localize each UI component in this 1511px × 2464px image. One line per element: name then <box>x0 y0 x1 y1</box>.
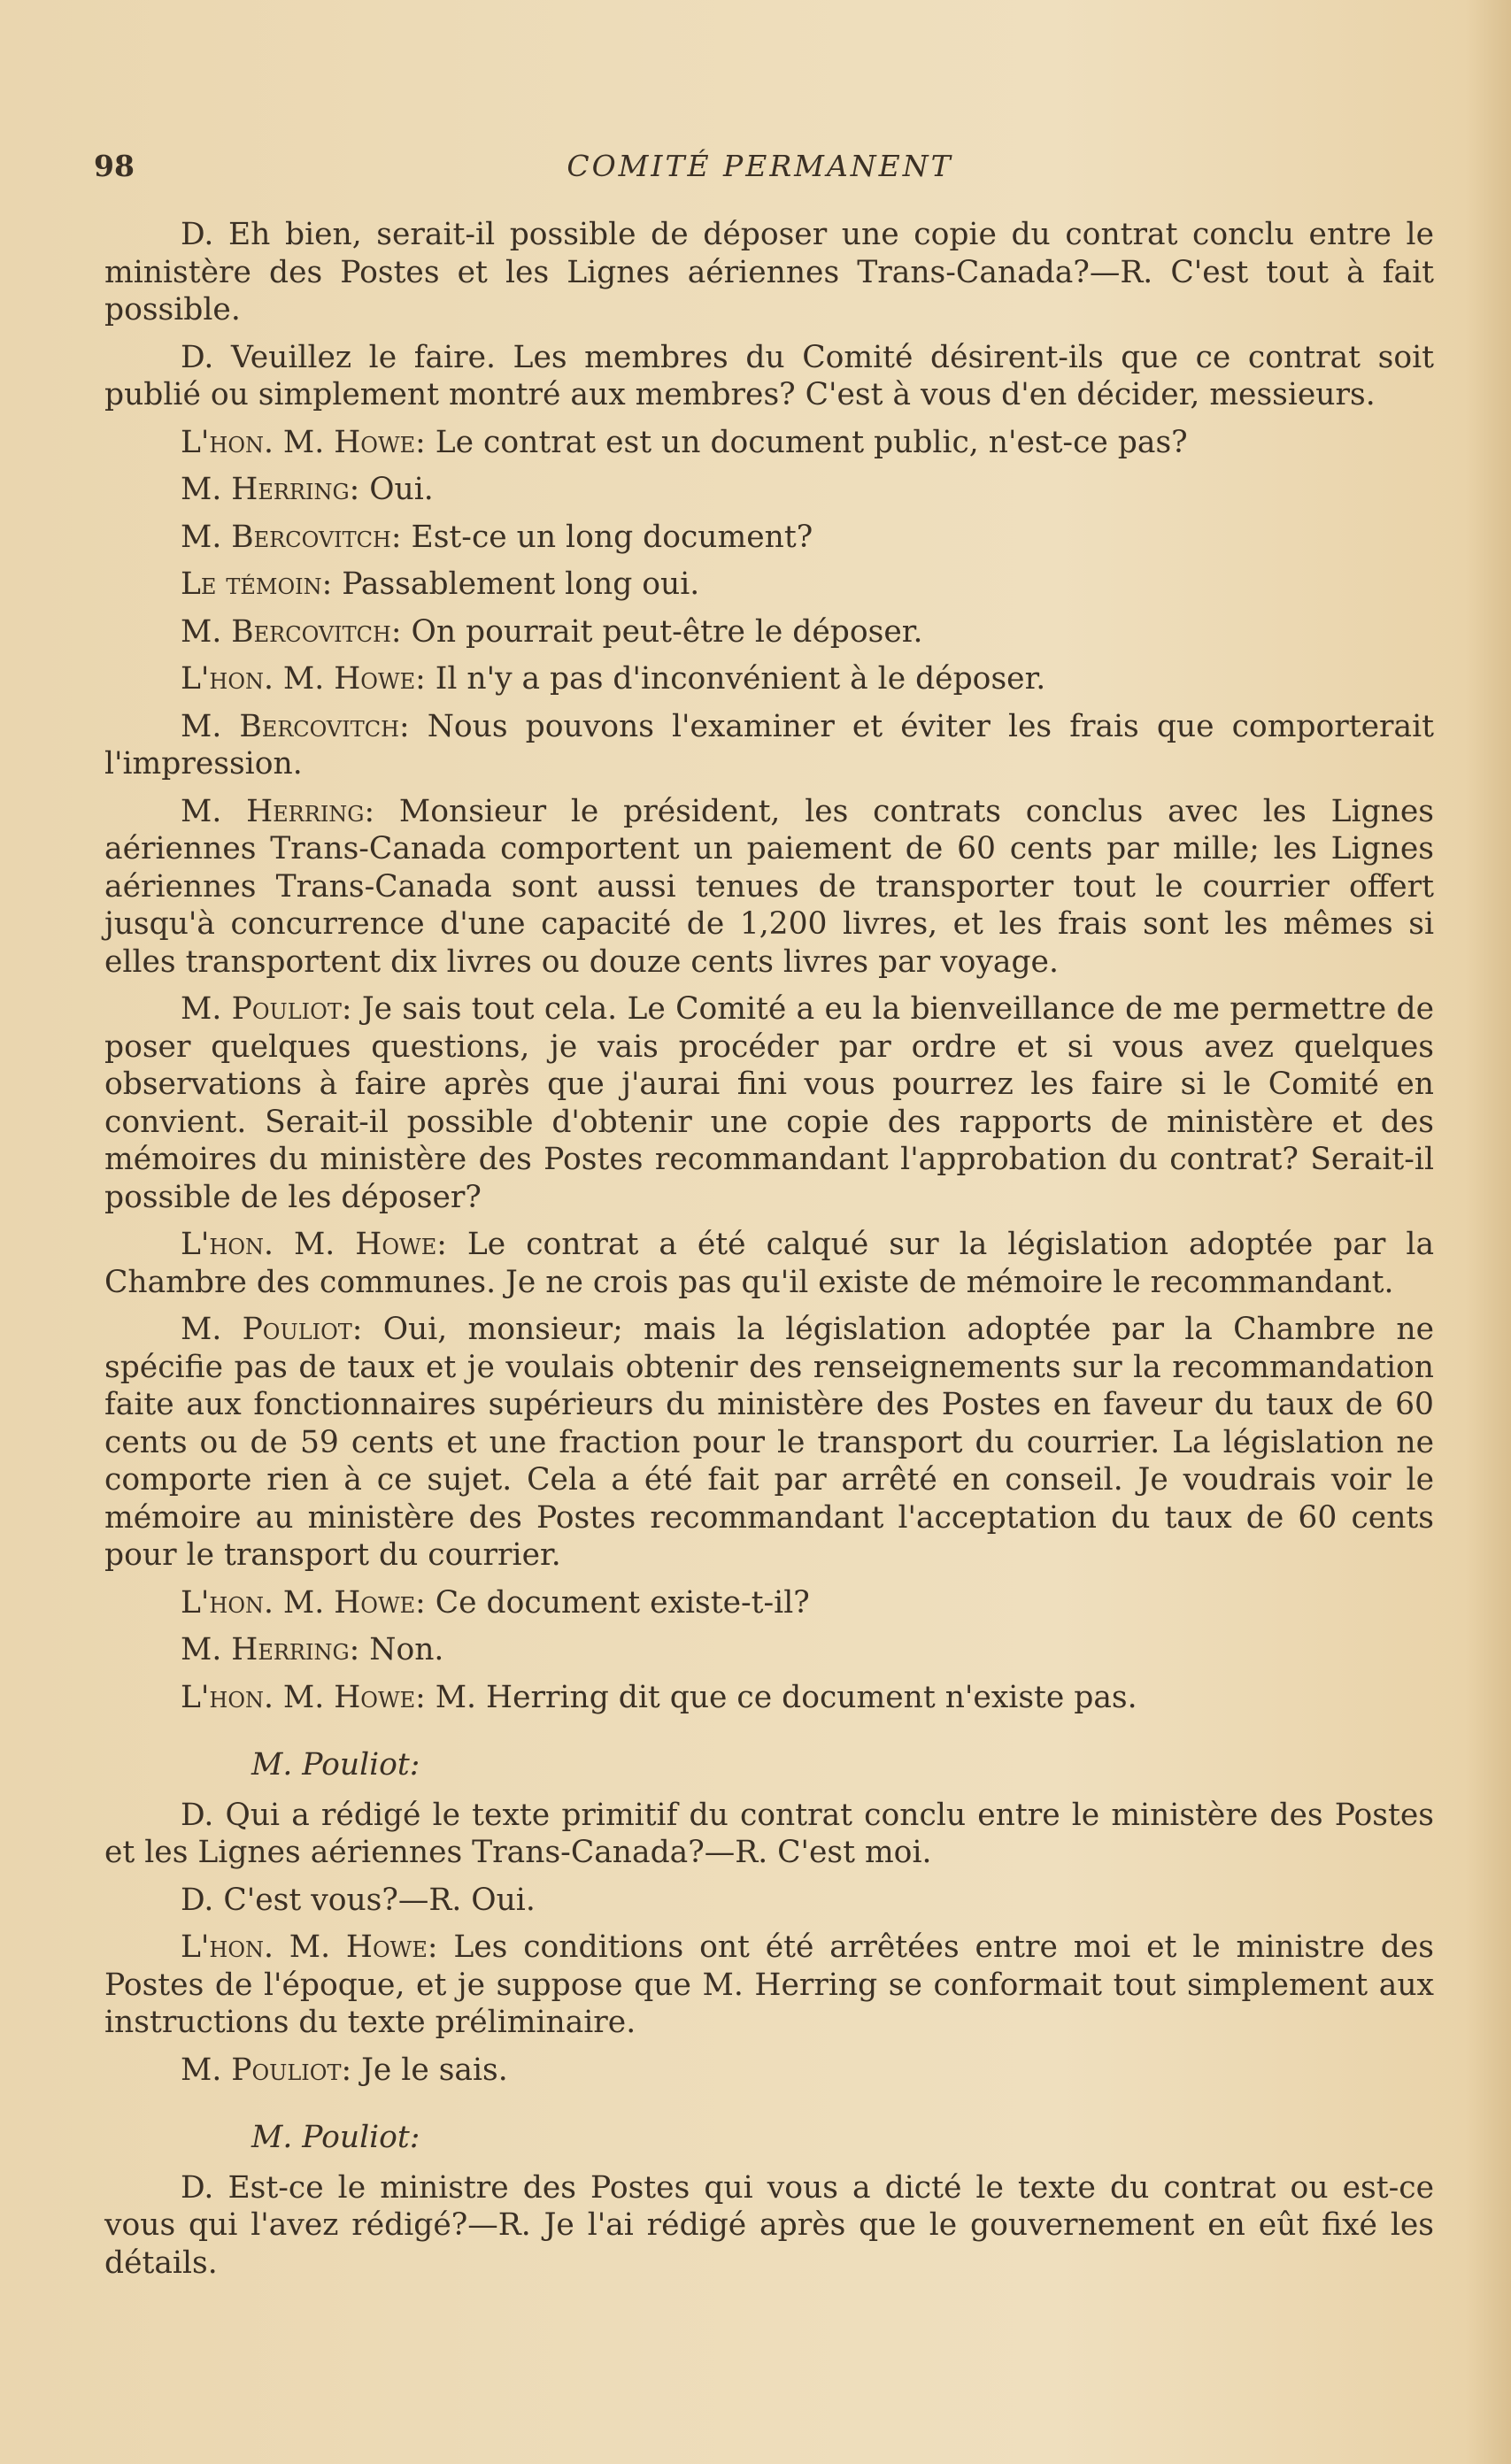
paragraph: L'hon. M. Howe: Le contrat a été calqué sur la législation adoptée par la Chambre des communes. Je ne crois pas qu'il existe de mémoire le recommandant. <box>104 1227 1435 1300</box>
speaker: L'hon. M. Howe: <box>181 1227 447 1262</box>
speaker: L'hon. M. Howe: <box>181 424 426 460</box>
speaker: L'hon. M. Howe: <box>181 1584 426 1621</box>
speaker: L'hon. M. Howe: <box>181 1679 426 1715</box>
speaker: M. Bercovitch: <box>181 708 410 744</box>
speaker: M. Herring: <box>181 1632 360 1667</box>
speaker: M. Bercovitch: <box>181 519 402 555</box>
paragraph: M. Bercovitch: Est-ce un long document? <box>181 519 813 555</box>
paragraph: D. Veuillez le faire. Les membres du Comité désirent-ils que ce contrat soit publié ou simplement montré aux membres? C'est à vous d'en décider, messieurs. <box>104 339 1434 412</box>
speaker: M. Pouliot: <box>181 2052 352 2088</box>
paragraph: M. Herring: Non. <box>181 1632 444 1667</box>
speaker: L'hon. M. Howe: <box>181 661 426 697</box>
page-number: 98 <box>94 149 135 183</box>
paragraph: M. Pouliot: Je sais tout cela. Le Comité a eu la bienveillance de me permettre de poser quelques questions, je vais procéder par ordre et si vous avez quelques observations à faire après que j'aurai fini vous pourrez les faire si le Comité en convient. Serait-il possible d'obtenir une copie des rapports de ministère et des mémoires du ministère des Postes recommandant l'approbation du contrat? Serait-il possible de les déposer? <box>104 991 1435 1215</box>
speaker: M. Herring: <box>181 793 375 829</box>
section-heading: M. Pouliot: <box>251 1747 420 1783</box>
paragraph: L'hon. M. Howe: Ce document existe-t-il? <box>181 1584 810 1621</box>
paragraph: M. Pouliot: Oui, monsieur; mais la législation adoptée par la Chambre ne spécifie pas de taux et je voulais obtenir des renseignements sur la recommandation faite aux fonctionnaires supérieurs du ministère des Postes en faveur du taux de 60 cents ou de 59 cents et une fraction pour le transport du courrier. La législation ne comporte rien à ce sujet. Cela a été fait par arrêté en conseil. Je voudrais voir le mémoire au ministère des Postes recommandant l'acceptation du taux de 60 cents pour le transport du courrier. <box>104 1312 1435 1573</box>
paragraph: D. Qui a rédigé le texte primitif du contrat conclu entre le ministère des Postes et les Lignes aériennes Trans-Canada?—R. C'est moi. <box>104 1797 1434 1870</box>
paragraph: M. Pouliot: Je le sais. <box>181 2052 508 2088</box>
speaker: L'hon. M. Howe: <box>181 1929 438 1965</box>
speaker: M. Pouliot: <box>181 991 352 1027</box>
paragraph: D. Est-ce le ministre des Postes qui vous a dicté le texte du contrat ou est-ce vous qui l'avez rédigé?—R. Je l'ai rédigé après que le gouvernement en eût fixé les détails. <box>104 2169 1434 2281</box>
running-head: COMITÉ PERMANENT <box>567 149 953 183</box>
paragraph: L'hon. M. Howe: Le contrat est un document public, n'est-ce pas? <box>181 424 1188 460</box>
section-heading: M. Pouliot: <box>251 2120 420 2155</box>
speaker: M. Herring: <box>181 472 360 507</box>
paragraph: L'hon. M. Howe: M. Herring dit que ce document n'existe pas. <box>181 1679 1137 1715</box>
paragraph: L'hon. M. Howe: Il n'y a pas d'inconvénient à le déposer. <box>181 661 1046 697</box>
speaker: M. Bercovitch: <box>181 613 402 650</box>
paragraph: Le témoin: Passablement long oui. <box>181 566 700 602</box>
paragraph: M. Herring: Monsieur le président, les contrats conclus avec les Lignes aériennes Trans-Canada comportent un paiement de 60 cents par mille; les Lignes aériennes Trans-Canada sont aussi tenues de transporter tout le courrier offert jusqu'à concurrence d'une capacité de 1,200 livres, et les frais sont les mêmes si elles transportent dix livres ou douze cents livres par voyage. <box>104 793 1435 980</box>
paragraph: M. Herring: Oui. <box>181 472 434 507</box>
speaker: M. Pouliot: <box>181 1312 363 1347</box>
paragraph: M. Bercovitch: Nous pouvons l'examiner et éviter les frais que comporterait l'impression. <box>104 708 1434 782</box>
paragraph: L'hon. M. Howe: Les conditions ont été arrêtées entre moi et le ministre des Postes de l'époque, et je suppose que M. Herring se conformait tout simplement aux instructions du texte préliminaire. <box>104 1929 1435 2040</box>
paragraph: D. Eh bien, serait-il possible de déposer une copie du contrat conclu entre le ministère des Postes et les Lignes aériennes Trans-Canada?—R. C'est tout à fait possible. <box>104 217 1434 327</box>
page-header <box>0 149 1511 193</box>
paragraph: M. Bercovitch: On pourrait peut-être le déposer. <box>181 613 923 650</box>
paragraph: D. C'est vous?—R. Oui. <box>181 1882 536 1918</box>
body-text <box>104 216 1434 2291</box>
speaker: Le témoin: <box>181 566 333 602</box>
